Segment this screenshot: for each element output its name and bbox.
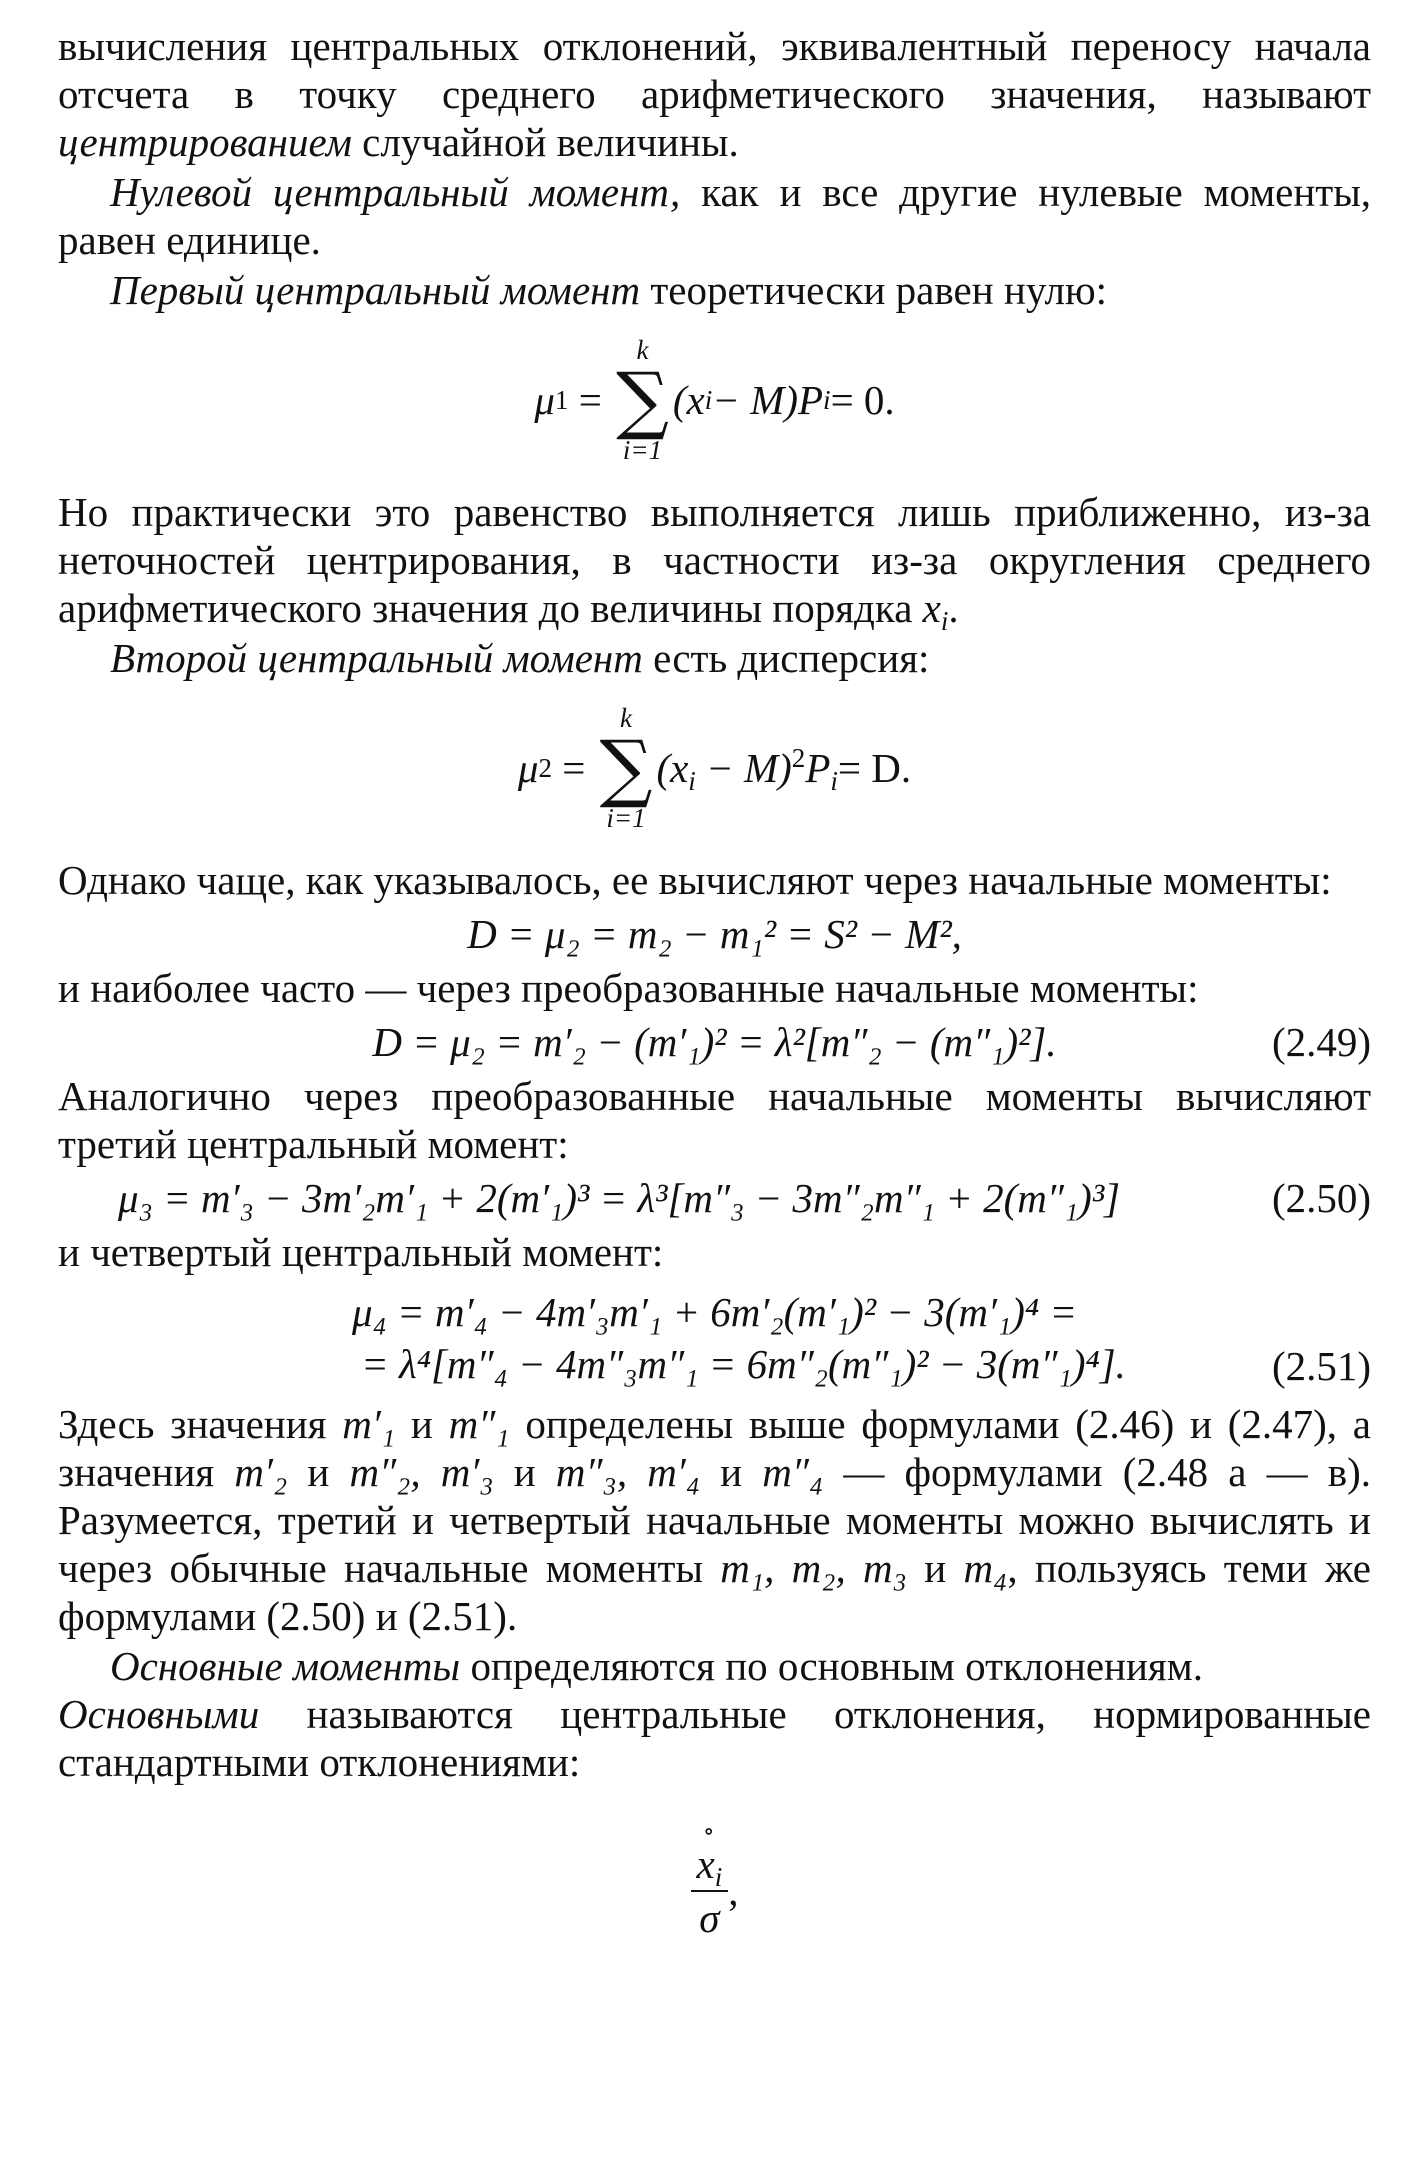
paragraph-initial-moments xyxy=(58,856,1371,904)
text: и xyxy=(410,1401,433,1447)
sum-lower-limit: i=1 xyxy=(606,803,646,833)
text: — формулами (2.48 а — в). Разумеется, третий и четвертый начальные моменты можно вычислять и через обычные начальные моменты xyxy=(58,1449,1372,1591)
sum-lower-limit: i=1 xyxy=(622,435,663,465)
term-zero-central-moment: Нулевой центральный момент, xyxy=(110,169,681,215)
paragraph-basic-deviations xyxy=(58,1690,1371,1786)
inline-symbol: m₁, m₂, m₃ xyxy=(720,1545,907,1591)
paragraph-transformed xyxy=(58,964,1371,1012)
eq-term: − M)P xyxy=(712,377,824,423)
eq-symbol: μ xyxy=(517,745,539,791)
text: как и все другие нулевые моменты, равен единице. xyxy=(58,169,1372,263)
equation-first-central-moment: μ 1 = k ∑ i=1 (x i − M)P i = 0. xyxy=(534,335,895,465)
equation-2-49 xyxy=(58,1016,1371,1068)
equation-number: (2.50) xyxy=(1271,1175,1371,1221)
text: вычисления центральных отклонений, эквивалентный переносу начала отсчета в точку среднего арифметического значения, называют xyxy=(58,23,1371,117)
equation-number: (2.49) xyxy=(1271,1019,1371,1065)
text: определяются по основным отклонениям. xyxy=(470,1643,1203,1689)
inline-symbol: x xyxy=(922,585,941,631)
eq-line-2: = λ⁴[m″₄ − 4m″₃m″₁ = 6m″₂(m″₁)² − 3(m″₁)⁴]. xyxy=(361,1341,1126,1387)
text: называются центральные отклонения, нормированные стандартными отклонениями: xyxy=(58,1691,1371,1785)
text: случайной величины. xyxy=(362,119,739,165)
text: Но практически это равенство выполняется лишь приближенно, из-за неточностей центрирования, в частности из-за округления среднего арифметического значения до величины порядка xyxy=(58,489,1371,631)
sum-upper-limit: k xyxy=(636,335,649,365)
inline-symbol: m″₄ xyxy=(762,1449,824,1495)
inline-symbol: m₄ xyxy=(963,1545,1008,1591)
equation-normalized-deviation xyxy=(58,1816,1371,1966)
term-second-central-moment: Второй центральный момент xyxy=(110,635,643,681)
inline-subscript: i xyxy=(940,606,949,637)
fraction xyxy=(691,1819,729,1942)
paragraph-centering xyxy=(58,22,1371,166)
equation-2-50 xyxy=(58,1172,1371,1224)
paragraph-second-moment xyxy=(58,634,1371,682)
paragraph-first-moment xyxy=(58,266,1371,314)
inline-symbol: m′₁ xyxy=(342,1401,396,1447)
inline-symbol: m″₂, m′₃ xyxy=(349,1449,494,1495)
equation-2-51 xyxy=(58,1286,1371,1390)
inline-symbol: m′₂ xyxy=(234,1449,288,1495)
text: и xyxy=(924,1545,947,1591)
inline-symbol: m″₁ xyxy=(448,1401,510,1447)
eq-symbol: μ xyxy=(534,377,555,423)
punctuation: . xyxy=(948,585,959,631)
equation-number: (2.51) xyxy=(1271,1343,1371,1389)
eq-expression: D = μ₂ = m₂ − m₁² = S² − M², xyxy=(467,911,962,957)
punctuation: , xyxy=(728,1868,739,1914)
paragraph-basic-moments xyxy=(58,1642,1371,1690)
eq-result: = 0. xyxy=(830,377,895,423)
text: и xyxy=(720,1449,743,1495)
text: теоретически равен нулю: xyxy=(650,267,1108,313)
text: определены выше формулами (2.46) и (2.47), а значения xyxy=(58,1401,1372,1495)
fraction-numerator: ∘ $x_i$ xyxy=(691,1840,729,1892)
text: Здесь значения xyxy=(58,1401,327,1447)
sum-operator: k ∑ i=1 xyxy=(599,703,653,833)
text: , пользуясь теми же формулами (2.50) и (2.51). xyxy=(58,1545,1372,1639)
sum-upper-limit: k xyxy=(620,703,633,733)
eq-expression: D = μ₂ = m′₂ − (m′₁)² = λ²[m″₂ − (m″₁)²]. xyxy=(372,1019,1057,1065)
term-basic: Основными xyxy=(58,1691,260,1737)
eq-result: = D. xyxy=(837,745,912,791)
text: и xyxy=(513,1449,536,1495)
paragraph-practical xyxy=(58,488,1371,637)
paragraph-third-moment xyxy=(58,1072,1371,1168)
text: и наиболее часто — через преобразованные начальные моменты: xyxy=(58,965,1199,1011)
eq-expression: μ₃ = m′₃ − 3m′₂m′₁ + 2(m′₁)³ = λ³[m″₃ − 3m″₂m″₁ + 2(m″₁)³] xyxy=(118,1175,1121,1221)
term-basic-moments: Основные моменты xyxy=(110,1643,461,1689)
paragraph-values xyxy=(58,1400,1371,1640)
eq-symbol: x xyxy=(696,1841,715,1887)
equation-dispersion-initial xyxy=(58,908,1371,960)
inline-symbol: m″₃, m′₄ xyxy=(555,1449,701,1495)
term-first-central-moment: Первый центральный момент xyxy=(110,267,641,313)
sum-operator: k ∑ i=1 xyxy=(616,335,669,465)
text: и xyxy=(307,1449,330,1495)
text: Аналогично через преобразованные начальные моменты вычисляют третий центральный момент: xyxy=(58,1073,1371,1167)
text: и четвертый центральный момент: xyxy=(58,1229,664,1275)
fraction-denominator: σ xyxy=(699,1895,720,1941)
eq-line-1: μ₄ = m′₄ − 4m′₃m′₁ + 6m′₂(m′₁)² − 3(m′₁)⁴ = xyxy=(351,1289,1078,1335)
paragraph-zero-moment xyxy=(58,168,1371,264)
text: есть дисперсия: xyxy=(653,635,930,681)
term-centering: центрированием xyxy=(58,119,352,165)
eq-term: (x xyxy=(672,377,705,423)
equation-second-central-moment: μ 2 = k ∑ i=1 $(x_i - M)^2P_i$ = D. xyxy=(517,703,912,833)
text: Однако чаще, как указывалось, ее вычисляют через начальные моменты: xyxy=(58,857,1332,903)
eq-subscript: i xyxy=(714,1862,723,1893)
paragraph-fourth-moment xyxy=(58,1228,1371,1276)
